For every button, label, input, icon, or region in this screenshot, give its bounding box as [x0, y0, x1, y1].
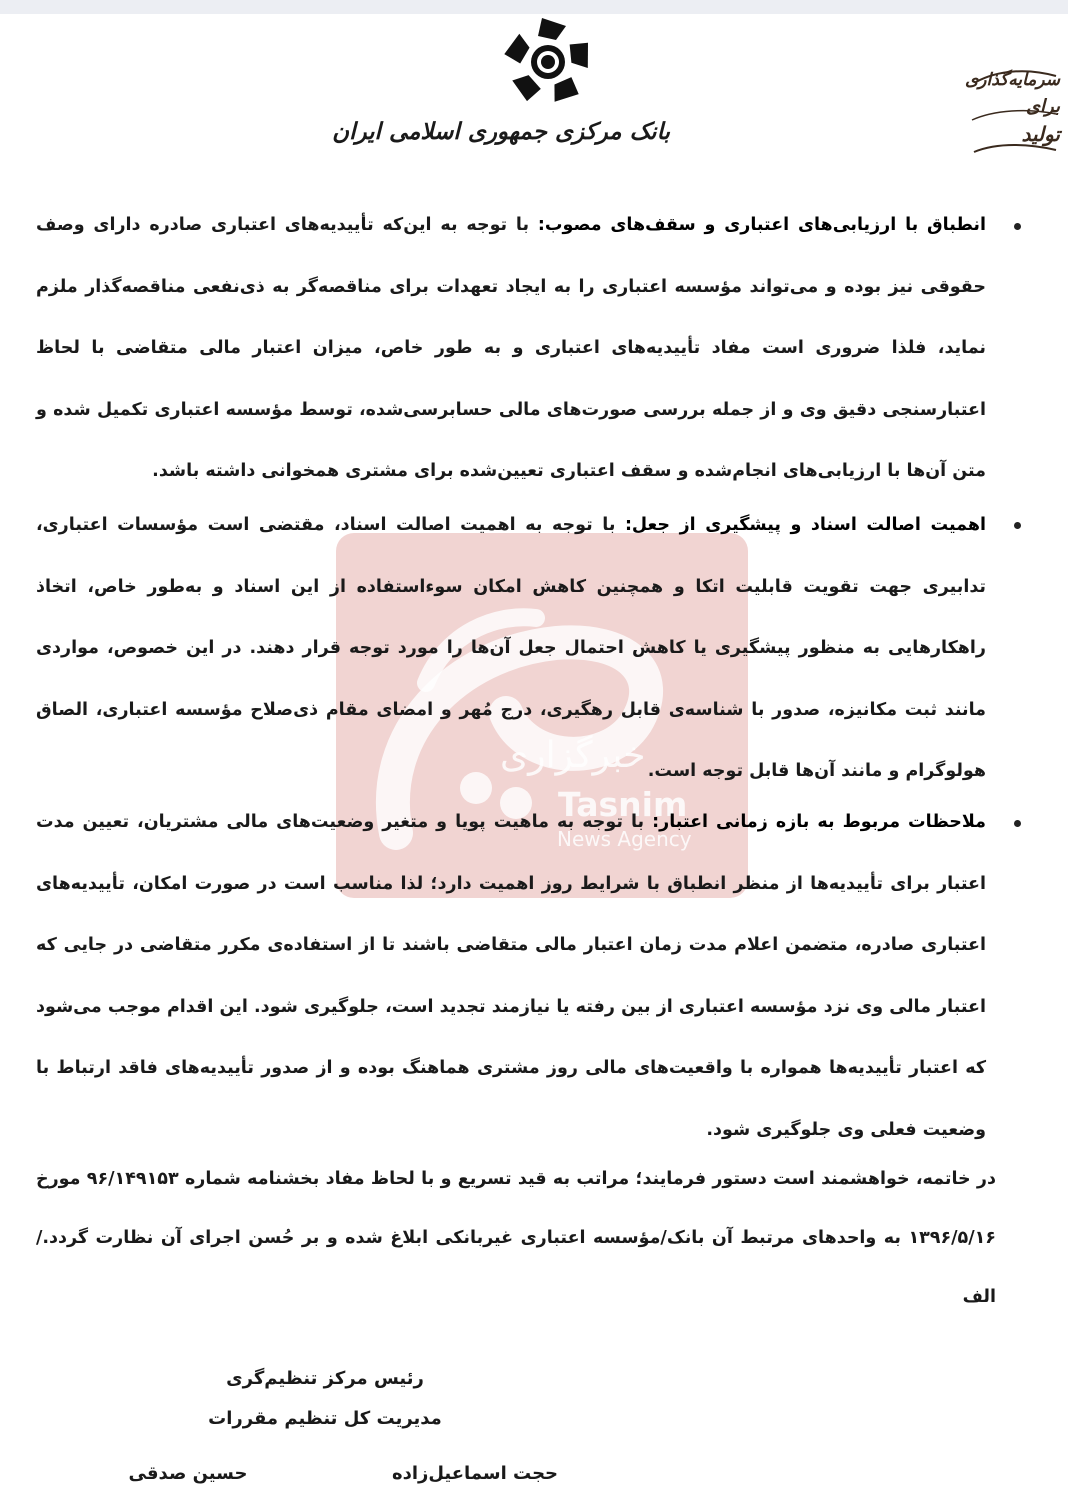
bullet-heading: ملاحظات مربوط به بازه زمانی اعتبار: [652, 812, 986, 832]
signer-left: حسین صدقی [128, 1463, 248, 1484]
top-strip [0, 0, 1068, 14]
signatory-title-2: مدیریت کل تنظیم مقررات [208, 1408, 442, 1429]
bullet-dot-icon [1014, 522, 1021, 529]
signer-right: حجت اسماعیل‌زاده [391, 1463, 559, 1484]
slogan-line-2: برای [1025, 96, 1060, 117]
bullet-item [36, 792, 986, 1161]
bullet-body: با توجه به ماهیت پویا و متغیر وضعیت‌های مالی مشتریان، تعیین مدت اعتبار برای تأییدیه‌ها از منظر انطباق با شرایط روز اهمیت دارد؛ لذا مناسب است در صورت امکان، تأییدیه‌های اعتباری صادره، متضمن اعلام مدت زمان اعتبار مالی متقاضی باشند تا از استفاده‌ی مکرر متقاضی در جایی که اعتبار مالی وی نزد مؤسسه اعتباری از بین رفته یا نیازمند تجدید است، جلوگیری شود. این اقدام موجب می‌شود که اعتبار تأییدیه‌ها همواره با واقعیت‌های مالی روز مشتری هماهنگ بوده و از صدور تأییدیه‌های فاقد ارتباط با وضعیت فعلی وی جلوگیری شود. [36, 812, 986, 1140]
watermark-english: Tasnim [558, 785, 688, 824]
watermark-english-sub: News Agency [557, 827, 692, 851]
bullet-body: با توجه به این‌که تأییدیه‌های اعتباری صادره دارای وصف حقوقی نیز بوده و می‌تواند مؤسسه اعتباری را به ایجاد تعهدات برای مناقصه‌گر به ذی‌نفعی مناقصه‌گذار ملزم نماید، فلذا ضروری است مفاد تأییدیه‌های اعتباری و به طور خاص، میزان اعتبار مالی متقاضی با لحاظ اعتبارسنجی دقیق وی و از جمله بررسی صورت‌های مالی حسابرسی‌شده، توسط مؤسسه اعتباری تکمیل شده و متن آن‌ها با ارزیابی‌های انجام‌شده و سقف اعتباری تعیین‌شده برای مشتری همخوانی داشته باشد. [36, 215, 986, 481]
bullet-dot-icon [1014, 820, 1021, 827]
slogan-line-1: سرمایه‌گذاری [964, 70, 1060, 90]
bullet-heading: انطباق با ارزیابی‌های اعتباری و سقف‌های مصوب: [537, 215, 986, 235]
signatory-title-1: رئیس مرکز تنظیم‌گری [226, 1368, 424, 1389]
bullet-dot-icon [1014, 223, 1021, 230]
slogan-line-3: تولید [1021, 122, 1060, 146]
bullet-item [36, 495, 986, 803]
central-bank-logo-icon [500, 14, 596, 110]
bullet-body: با توجه به اهمیت اصالت اسناد، مقتضی است مؤسسات اعتباری، تدابیری جهت تقویت قابلیت اتکا و همچنین کاهش امکان سوءاستفاده از این اسناد و به‌طور خاص، اتخاذ راهکارهایی به منظور پیشگیری یا کاهش احتمال جعل آن‌ها را مورد توجه قرار دهند. در این خصوص، مواردی مانند ثبت مکانیزه، صدور با شناسه‌ی قابل رهگیری، درج مُهر و امضای مقام ذی‌صلاح مؤسسه اعتباری، الصاق هولوگرام و مانند آن‌ها قابل توجه است. [36, 515, 986, 781]
closing-paragraph: در خاتمه، خواهشمند است دستور فرمایند؛ مراتب به قید تسریع و با لحاظ مفاد بخشنامه شماره ۹۶/۱۴۹۱۵۳ مورخ ۱۳۹۶/۵/۱۶ به واحدهای مرتبط آن بانک/مؤسسه اعتباری غیربانکی ابلاغ شده و بر حُسن اجرای آن نظارت گردد./الف [36, 1169, 996, 1307]
bank-name: بانک مرکزی جمهوری اسلامی ایران [332, 118, 670, 145]
slogan-emblem [964, 62, 1060, 158]
bullet-heading: اهمیت اصالت اسناد و پیشگیری از جعل: [624, 515, 986, 535]
bullet-item [36, 195, 986, 503]
watermark-persian: خبرگزاری [500, 735, 646, 776]
